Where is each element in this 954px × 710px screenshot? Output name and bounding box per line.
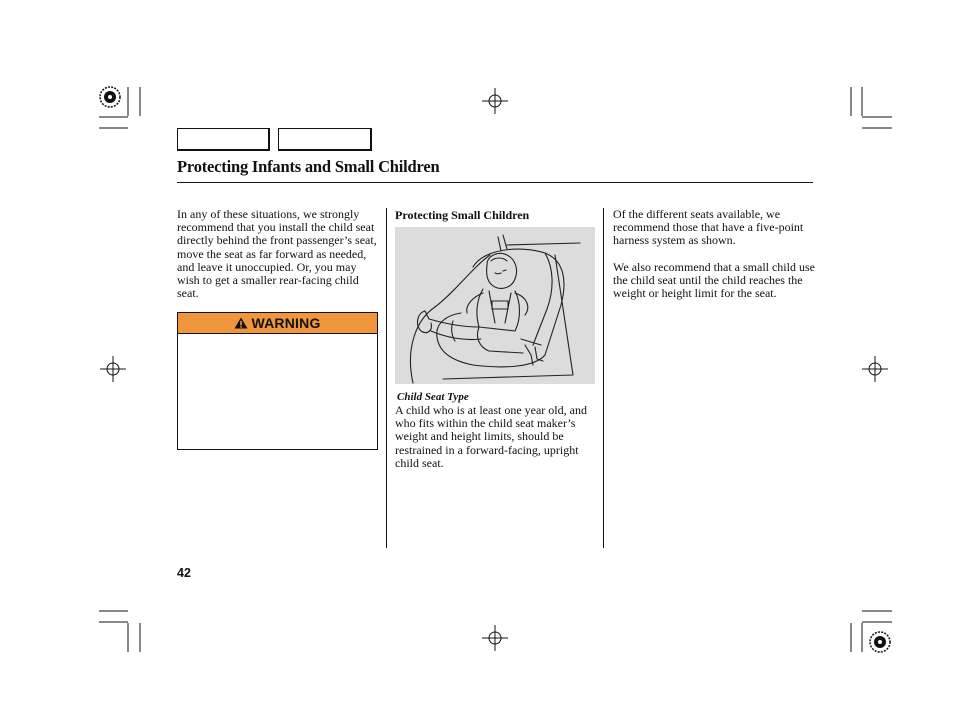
title-rule	[177, 182, 813, 183]
header-tab-box-1	[177, 128, 270, 151]
column-divider-1	[386, 208, 387, 548]
header-tab-box-2	[278, 128, 372, 151]
warning-header	[178, 313, 377, 334]
page-number: 42	[177, 566, 191, 580]
page-title: Protecting Infants and Small Children	[177, 157, 440, 176]
warning-box	[177, 312, 378, 450]
column3-text	[613, 208, 817, 313]
column3-paragraph-1: Of the different seats available, we recommend those that have a five-point harness system as shown.	[613, 207, 804, 248]
column2-paragraph: A child who is at least one year old, and who fits within the child seat maker’s weight and height limits, should be restrained in a forward-facing, upright child seat.	[395, 403, 587, 470]
warning-triangle-icon	[234, 317, 248, 329]
warning-body	[178, 334, 377, 342]
section-heading: Protecting Small Children	[395, 208, 530, 222]
column3-paragraph-2: We also recommend that a small child use the child seat until the child reaches the weight or height limit for the seat.	[613, 259, 815, 301]
warning-label: WARNING	[251, 315, 321, 331]
figure-caption: Child Seat Type	[397, 391, 469, 403]
child-seat-illustration	[395, 227, 595, 384]
column-divider-2	[603, 208, 604, 548]
column1-paragraph: In any of these situations, we strongly recommend that you install the child seat directly behind the front passenger’s seat, move the seat as far forward as needed, and leave it unoccupied. Or, you may wish to get a smaller rear-facing child seat.	[177, 207, 377, 301]
child-seat-drawing	[395, 227, 595, 384]
